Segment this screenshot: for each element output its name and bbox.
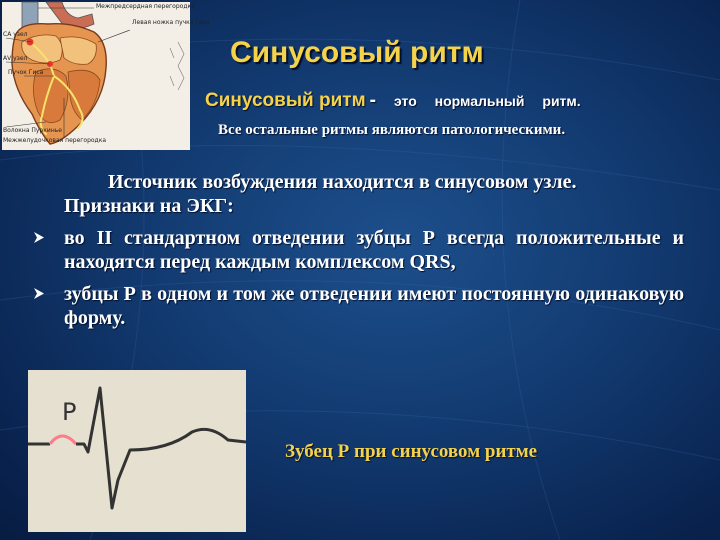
heart-label: Левая ножка пучка Гиса bbox=[132, 19, 210, 26]
definition-line bbox=[205, 90, 581, 112]
other-rhythms-note: Все остальные ритмы являются патологическими. bbox=[218, 122, 566, 138]
heart-label: Межпредсердная перегородка bbox=[96, 3, 195, 10]
signs-list bbox=[34, 226, 684, 330]
list-item bbox=[34, 226, 684, 274]
intro-paragraph: Источник возбуждения находится в синусовом узле. bbox=[108, 171, 577, 193]
arrow-bullet-icon bbox=[34, 232, 44, 243]
arrow-bullet-icon bbox=[34, 288, 44, 299]
image-caption: Зубец Р при синусовом ритме bbox=[285, 441, 538, 462]
definition-dash: - bbox=[369, 90, 376, 111]
ecg-signs-heading: Признаки на ЭКГ: bbox=[64, 195, 234, 217]
list-item bbox=[34, 282, 684, 330]
heart-label: Волокна Пуркинье bbox=[3, 127, 62, 134]
heart-label: АV узел bbox=[3, 55, 28, 62]
p-wave-label: P bbox=[62, 398, 77, 426]
list-item-text: во II стандартном отведении зубцы Р всегда положительные и находятся перед каждым комплексом QRS, bbox=[64, 227, 684, 273]
heart-label: СА узел bbox=[3, 31, 28, 38]
heart-label: Пучок Гиса bbox=[8, 69, 44, 76]
heart-conduction-diagram bbox=[2, 2, 210, 150]
slide-title: Синусовый ритм bbox=[230, 36, 484, 69]
ecg-p-wave-image bbox=[28, 370, 246, 532]
main-text bbox=[34, 170, 684, 330]
heart-label: Межжелудочковая перегородка bbox=[3, 137, 107, 144]
list-item-text: зубцы Р в одном и том же отведении имеют постоянную одинаковую форму. bbox=[64, 283, 684, 329]
definition-text: это нормальный ритм. bbox=[393, 93, 581, 109]
definition-term: Синусовый ритм bbox=[205, 90, 366, 111]
